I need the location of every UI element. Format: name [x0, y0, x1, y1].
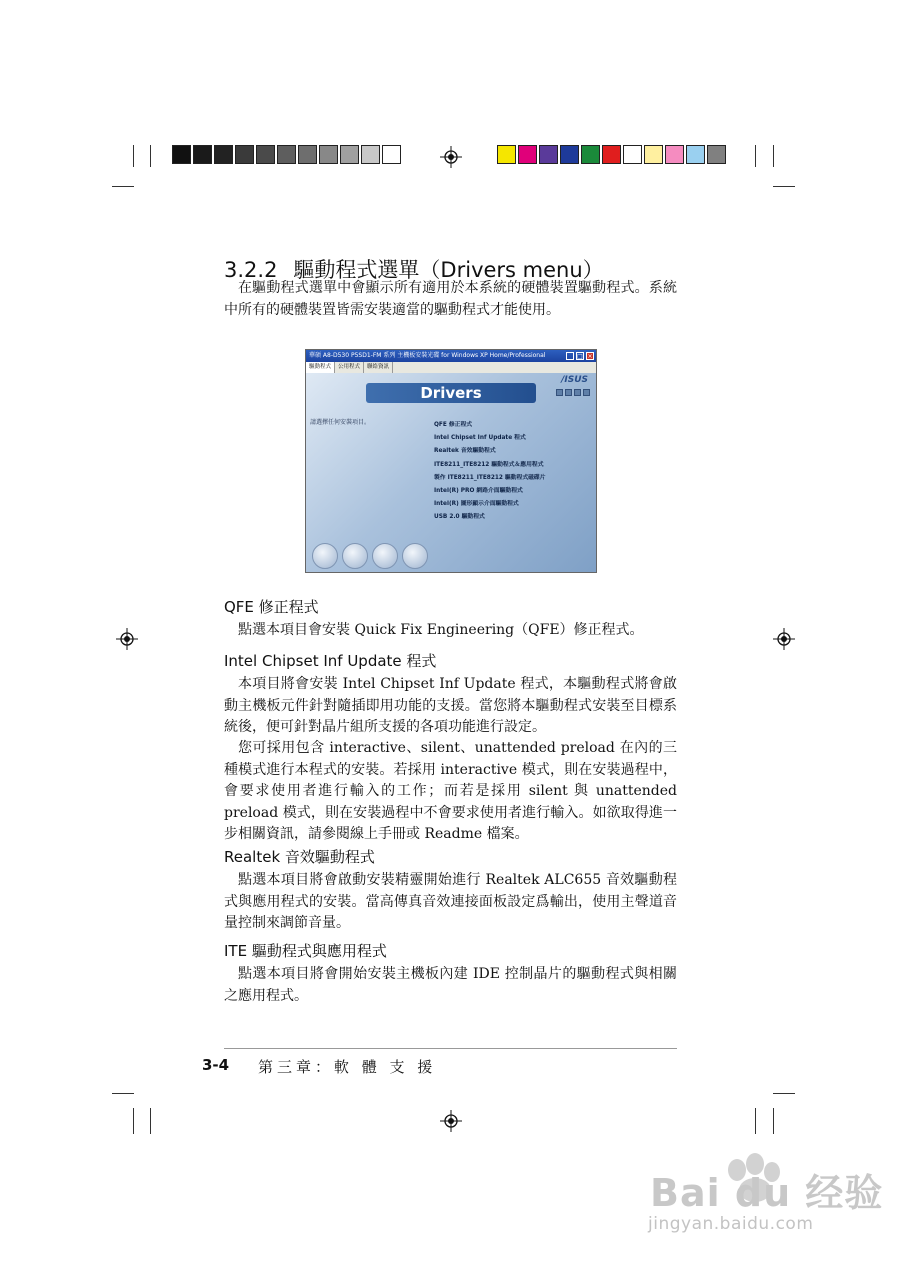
crop-mark [773, 1108, 774, 1134]
crop-mark [112, 1093, 134, 1094]
crop-mark [133, 1108, 134, 1134]
menu-item: Intel Chipset Inf Update 程式 [434, 435, 526, 442]
color-swatch [298, 145, 317, 164]
watermark-brand: Bai du 经验 [650, 1171, 884, 1215]
intro-paragraph: 在驅動程式選單中會顯示所有適用於本系統的硬體裝置驅動程式。系統中所有的硬體裝置皆需安裝適當的驅動程式才能使用。 [224, 280, 677, 318]
registration-mark-icon [440, 146, 462, 168]
crop-mark [112, 186, 134, 187]
drivers-banner: Drivers [366, 383, 536, 403]
drivers-panel [306, 373, 596, 572]
disc-icon [372, 543, 398, 569]
grayscale-color-bar [172, 145, 403, 164]
color-swatch [707, 145, 726, 164]
color-swatch [560, 145, 579, 164]
color-swatch [361, 145, 380, 164]
subheading-ite: ITE 驅動程式與應用程式 [224, 942, 387, 960]
paragraph: 點選本項目將會啟動安裝精靈開始進行 Realtek ALC655 音效驅動程式與應用程式的安裝。當高傳真音效連接面板設定爲輸出，使用主聲道音量控制來調節音量。 [224, 872, 677, 931]
toolbar-icon [574, 389, 581, 396]
crop-mark [755, 145, 756, 167]
color-swatch [539, 145, 558, 164]
color-swatch [382, 145, 401, 164]
color-swatch [340, 145, 359, 164]
paragraph: 本項目將會安裝 Intel Chipset Inf Update 程式，本驅動程式將會啟動主機板元件針對隨插即用功能的支援。當您將本驅動程式安裝至目標系統後，便可針對晶片組所支援的各項功能進行設定。 [224, 676, 677, 735]
menu-item: Intel(R) 圖形顯示介面驅動程式 [434, 501, 519, 508]
menu-item: QFE 修正程式 [434, 422, 473, 428]
color-swatch [172, 145, 191, 164]
process-color-bar [497, 145, 728, 164]
menu-item: Intel(R) PRO 網路介面驅動程式 [434, 488, 523, 495]
menu-item: Realtek 音效驅動程式 [434, 448, 496, 455]
paragraph: 您可採用包含 interactive、silent、unattended preload 在內的三種模式進行本程式的安裝。若採用 interactive 模式，則在安裝過程中，會要求使用者進行輸入的工作；而若是採用 silent 與 unattended preload 模式，則在安裝過程中不會要求使用者進行輸入。如欲取得進一步相關資訊，請參閱線上手冊或 Readme 檔案。 [224, 740, 677, 842]
subheading-intel-chipset: Intel Chipset Inf Update 程式 [224, 652, 437, 670]
drivers-menu-screenshot [305, 349, 597, 573]
paragraph: 點選本項目會安裝 Quick Fix Engineering（QFE）修正程式。 [238, 622, 644, 638]
driver-menu-list [434, 419, 546, 525]
crop-mark [773, 1093, 795, 1094]
page-number: 3-4 [202, 1056, 230, 1074]
menu-item: ITE8211_ITE8212 驅動程式＆應用程式 [434, 461, 544, 468]
disc-icon [312, 543, 338, 569]
color-swatch [518, 145, 537, 164]
registration-mark-icon [440, 1110, 462, 1132]
toolbar-icon [565, 389, 572, 396]
color-swatch [686, 145, 705, 164]
chapter-title: 第三章：軟 體 支 援 [258, 1058, 437, 1076]
crop-mark [755, 1108, 756, 1134]
prompt-text: 請選擇任何安裝項目。 [310, 419, 371, 426]
color-swatch [277, 145, 296, 164]
watermark-url: jingyan.baidu.com [648, 1214, 814, 1234]
registration-mark-icon [116, 628, 138, 650]
crop-mark [150, 1108, 151, 1134]
minimize-icon: _ [566, 352, 574, 360]
color-swatch [319, 145, 338, 164]
crop-mark [773, 186, 795, 187]
color-swatch [193, 145, 212, 164]
color-swatch [581, 145, 600, 164]
tab-utilities: 公用程式 [335, 362, 364, 373]
footer-rule [224, 1048, 677, 1049]
color-swatch [602, 145, 621, 164]
asus-logo: /ISUS [561, 375, 588, 385]
registration-mark-icon [773, 628, 795, 650]
crop-mark [150, 145, 151, 167]
color-swatch [214, 145, 233, 164]
toolbar-icon [583, 389, 590, 396]
maximize-icon: □ [577, 353, 583, 360]
disc-icon [342, 543, 368, 569]
tab-contact: 聯絡資訊 [364, 362, 393, 373]
paragraph: 點選本項目將會開始安裝主機板內建 IDE 控制晶片的驅動程式與相關之應用程式。 [224, 966, 677, 1004]
close-icon: × [587, 353, 593, 360]
disc-icon [402, 543, 428, 569]
menu-item: USB 2.0 驅動程式 [434, 514, 485, 521]
toolbar-icons [554, 389, 590, 396]
menu-item: 製作 ITE8211_ITE8212 驅動程式磁碟片 [434, 474, 546, 481]
subheading-realtek: Realtek 音效驅動程式 [224, 848, 375, 866]
section-title: 驅動程式選單（Drivers menu） [293, 258, 604, 282]
window-title: 華碩 A8-D530 P5SD1-FM 系列 主機板安裝光碟 for Windows XP Home/Professional [309, 352, 546, 359]
tab-drivers: 驅動程式 [306, 362, 335, 373]
window-titlebar [306, 350, 596, 362]
color-swatch [644, 145, 663, 164]
color-swatch [665, 145, 684, 164]
color-swatch [497, 145, 516, 164]
section-number: 3.2.2 [224, 258, 278, 282]
toolbar-icon [556, 389, 563, 396]
color-swatch [256, 145, 275, 164]
color-swatch [235, 145, 254, 164]
color-swatch [623, 145, 642, 164]
crop-mark [773, 145, 774, 167]
subheading-qfe: QFE 修正程式 [224, 598, 319, 616]
crop-mark [133, 145, 134, 167]
